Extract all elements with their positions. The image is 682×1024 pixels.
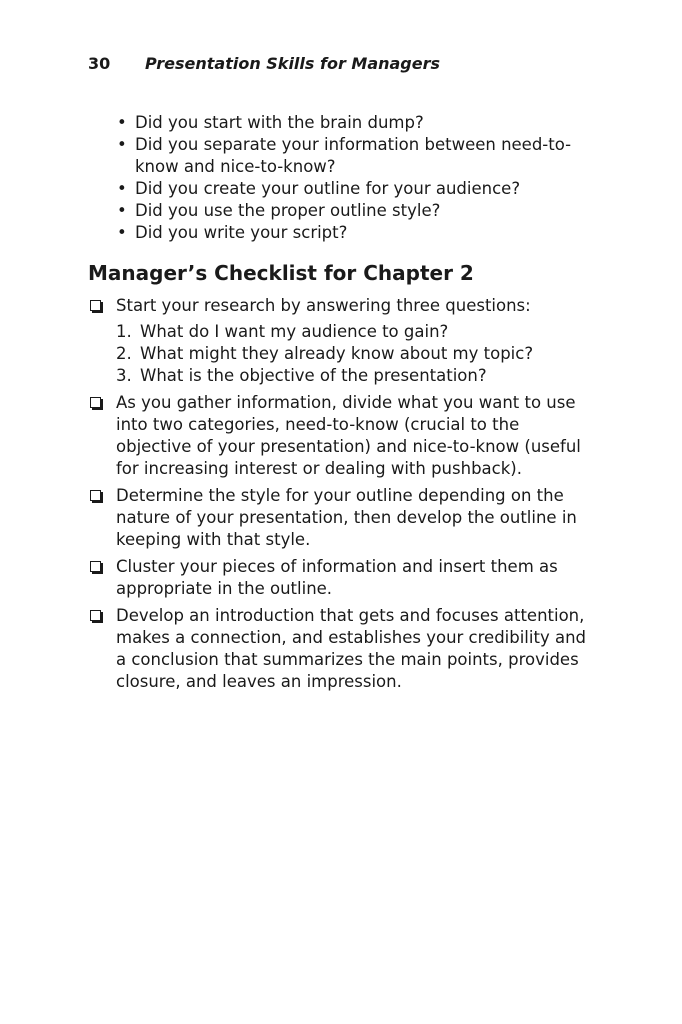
list-item	[117, 200, 587, 222]
list-item-text: Did you separate your information between need-to-know and nice-to-know?	[135, 135, 572, 176]
book-title: Presentation Skills for Managers	[145, 54, 441, 73]
question-item	[116, 365, 593, 387]
checklist-heading: Manager’s Checklist for Chapter 2	[88, 261, 474, 285]
question-item	[116, 321, 593, 343]
list-item-text: Did you use the proper outline style?	[135, 201, 441, 220]
question-number: 1.	[116, 322, 132, 341]
checkbox-icon	[90, 561, 101, 572]
checklist-item	[88, 295, 593, 387]
checkbox-icon	[90, 610, 101, 621]
checklist-item	[88, 556, 593, 600]
bullet-icon: •	[117, 201, 127, 220]
list-item	[117, 222, 587, 244]
checklist-item	[88, 605, 593, 693]
list-item	[117, 112, 587, 134]
question-text: What is the objective of the presentation?	[140, 366, 487, 385]
list-item	[117, 178, 587, 200]
page-number: 30	[88, 54, 111, 73]
question-text: What do I want my audience to gain?	[140, 322, 449, 341]
list-item-text: Did you start with the brain dump?	[135, 113, 424, 132]
checklist-item-text: Determine the style for your outline depending on the nature of your presentation, then develop the outline in keeping with that style.	[116, 486, 577, 549]
list-item-text: Did you write your script?	[135, 223, 348, 242]
list-item-text: Did you create your outline for your audience?	[135, 179, 521, 198]
manager-checklist	[88, 295, 593, 698]
bullet-icon: •	[117, 113, 127, 132]
checklist-item-text: Start your research by answering three questions:	[116, 296, 531, 315]
checkbox-icon	[90, 300, 101, 311]
list-item	[117, 134, 587, 178]
question-number: 3.	[116, 366, 132, 385]
review-bullet-list	[117, 112, 587, 244]
question-text: What might they already know about my topic?	[140, 344, 534, 363]
bullet-icon: •	[117, 179, 127, 198]
question-item	[116, 343, 593, 365]
bullet-icon: •	[117, 223, 127, 242]
checkbox-icon	[90, 490, 101, 501]
checklist-item-text: Cluster your pieces of information and insert them as appropriate in the outline.	[116, 557, 558, 598]
checklist-item	[88, 392, 593, 480]
bullet-icon: •	[117, 135, 127, 154]
checklist-item-text: As you gather information, divide what you want to use into two categories, need-to-know (crucial to the objective of your presentation) and nice-to-know (useful for increasing interest or dealing with pushback).	[116, 393, 581, 478]
question-number: 2.	[116, 344, 132, 363]
running-head	[88, 54, 440, 73]
checklist-item	[88, 485, 593, 551]
question-list	[116, 321, 593, 387]
checklist-item-text: Develop an introduction that gets and focuses attention, makes a connection, and establishes your credibility and a conclusion that summarizes the main points, provides closure, and leaves an impression.	[116, 606, 587, 691]
checkbox-icon	[90, 397, 101, 408]
